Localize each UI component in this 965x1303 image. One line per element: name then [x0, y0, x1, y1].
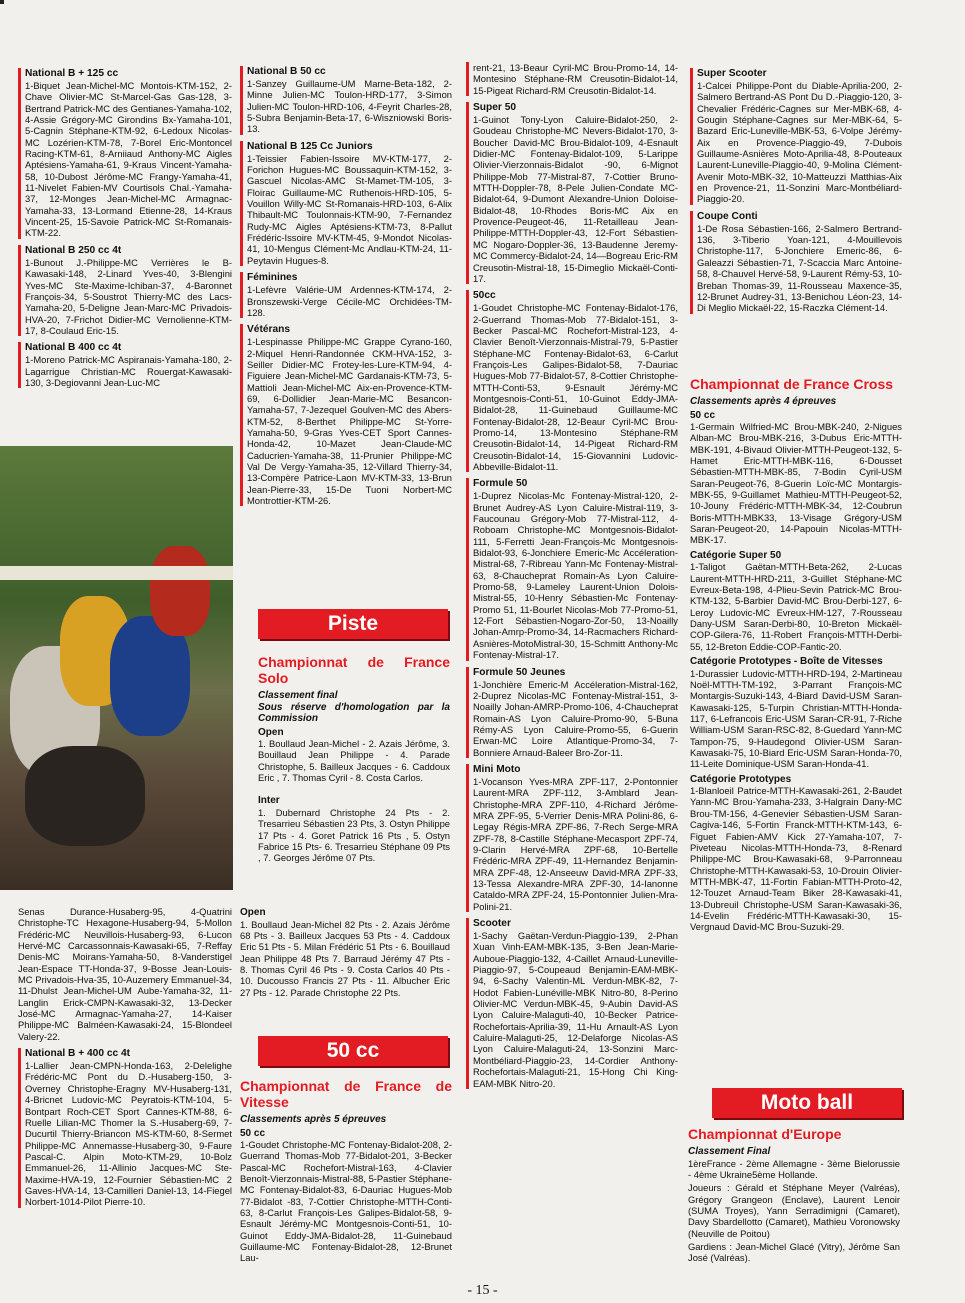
column-2: [240, 62, 452, 602]
column-4: [690, 64, 902, 364]
championnat-vitesse-title: Championnat de France de Vitesse: [240, 1078, 452, 1110]
section-mini-moto: [466, 764, 678, 912]
section-125-juniors: [240, 141, 452, 266]
cross-50-title: 50 cc: [690, 409, 716, 421]
cat-results: 1-Durassier Ludovic-MTTH-HRD-194, 2-Martineau Noël-MTTH-TM-192, 3-Parrant François-MC Montargis-Suzuki-143, 4-Biard David-USM Saran-Kawasaki-125, 5-Turpin Christian-MTTH-Honda-117, 6-Lefrancois Eric-USM Saran-CR-91, 7-Riche William-USM Saran-RSC-82, 8-Guedard Yann-MC Tampon-75, 9-Haudegond Olivier-USM Saran-Kawasaki-75, 10-Biard Eric-USM Saran-Honda-70, 11-Leite Dominique-USM Saran-Honda-41.: [690, 667, 902, 770]
vitesse-50-title: 50 cc: [240, 1127, 266, 1139]
section-formule-50-jeunes: [466, 667, 678, 758]
section-super-50: [466, 102, 678, 284]
section-results: 1-Guinot Tony-Lyon Caluire-Bidalot-250, 2-Goudeau Christophe-MC Nevers-Bidalot-170, 3-Boucher David-MC Brou-Bidalot-109, 4-Esnault Didier-MC Fontenay-Bidalot-109, 5-Larippe Olivier-Vierzonnais-Bidalot -90, 6-Mignot Philippe-Mob 77-Mistral-87, 7-Cottier Bruno-MTTH-Doppler-78, 8-Pele Julien-Condate MC-Bidalot-64, 9-Dumont Alexandre-Union Doloise-Bidalot-48, 10-Rhodes Boris-MC Aix en Provence-Peugeot-46, 11-Retailleau Jean-Philippe-MTTH-Doppler-43, 12-Fort Sébastien-MC Nogaro-Doppler-36, 13-Baudenne Jeremy-MC Commercy-Bidalot-24, 14—Bogreau Eric-RM Creusotin-Mistral-18, 15-Dimeglio Mickaël-Conti-17.: [473, 114, 678, 284]
vitesse-subtitle: Classements après 5 épreuves: [240, 1114, 387, 1125]
section-national-b-plus-400: [18, 1048, 232, 1207]
championnat-europe-title: Championnat d'Europe: [688, 1126, 842, 1142]
section-results: 1-Calcei Philippe-Pont du Diable-Aprilia-200, 2-Salmero Bertrand-AS Pont Du D.-Piaggio-120, 3-Chevalier Frédéric-Cagnes sur Mer-MBK-68, 4-Gougin Stéphane-Cagnes sur Mer-MBK-64, 5-Bazard Eric-Luneville-MBK-53, 6-Volpe Jérémy-Aix en Provence-Piaggio-49, 7-Dubois Guillaume-Asnières Moto-Aprilia-48, 8-Pouteaux Laurent-Luneville-Piaggio-40, 9-Molina Clément-Avenir Moto-MBK-32, 10-Matteuzzi Matthias-Aix en Provence-21, 11-Sonzini Marc-Montbéliard-Piaggio-20.: [697, 80, 902, 205]
section-results: 1-Moreno Patrick-MC Aspiranais-Yamaha-180, 2-Lagarrigue Christian-MC Rouergat-Kawasaki-130, 3-Degiovanni Jean-Luc-MC: [25, 354, 232, 388]
page-number: - 15 -: [467, 1283, 498, 1298]
lead-text: rent-21, 13-Beaur Cyril-MC Brou-Promo-14, 14-Montesino Stéphane-RM Creusotin-Bidalot-14, 15-Pigeat Richard-RM Creusotin-Bidalot-14.: [473, 62, 678, 96]
column-2-open: [240, 905, 450, 1031]
section-national-b-400: [18, 342, 232, 388]
section-results: 1-Jonchière Emeric-M Accéleration-Mistral-162, 2-Duprez Nicolas-MC Fontenay-Mistral-151, 3-Noailly Johan-AMRP-Promo-106, 4-Chaucheprat Romain-AS Lyon Caluire-Promo-90, 5-Buna Rémy-AS Lyon Caluire-Promo-55, 6-Guerin Erwan-MC Loire Atlantique-Promo-34, 7-Bonniere Arnaud-Baleer Bro-Zor-11.: [473, 678, 678, 758]
section-results: 1-Biquet Jean-Michel-MC Montois-KTM-152, 2-Chave Olivier-MC St-Marcel-Gas Gas-128, 3-Bertrand Patrick-MC des Gentianes-Yamaha-102, 4-Assie Grégory-MC Girondins Bx-Yamaha-101, 5-Cagnin Stéphane-KTM-92, 6-Ledoux Nicolas-MC Lozérien-KTM-78, 7-Borel Eric-Montoncel Racing-KTM-61, 8-Arniiaud Anthony-MC Aigles Aptésiens-Yamaha-61, 9-Kraus Vincent-Yamaha-58, 10-Dubost Jérôme-MC Frangy-Yamaha-41, 11-Nivelet Fabien-MV Courtisols Chal.-Yamaha-37, 12-Monges Jean-Michel-MC Armagnac-Yamaha-33, 13-Lormand Etienne-28, 14-Kraus Vincent-25, 15-Savoie Patrick-MC St-Romanais-KTM-22.: [25, 80, 232, 239]
section-title: National B 250 cc 4t: [25, 244, 122, 256]
section-title: Super Scooter: [697, 68, 767, 79]
section-results: 1-Sanzey Guillaume-UM Marne-Beta-182, 2-Minne Julien-MC Toulon-HRD-177, 3-Simon Julien-MC Toulon-HRD-106, 4-Feyrit Charles-28, 5-Subra Benjamin-Beta-17, 6-Wiszniowski Boris-13.: [247, 78, 452, 135]
section-50cc: [466, 290, 678, 472]
column-1: [18, 64, 232, 444]
rider-shape: [25, 746, 145, 846]
vitesse-50-results: 1-Goudet Christophe-MC Fontenay-Bidalot-208, 2-Guerrand Thomas-Mob 77-Bidalot-201, 3-Becker Pascal-MC Rochefort-Mistral-163, 4-Clavier Benoît-Vierzonnais-Mistral-88, 5-Pastier Stéphane-MC Fontenay-Bidalot-83, 6-Dauriac Hugues-Mob 77-Bidalot -83, 7-Cottier Christophe-MTTH-Conti-63, 8-Carlut François-Les Galipes-Bidalot-58, 9-Esnault Jérémy-MC Montgesnois-Conti-51, 10-Guinot Eddy-JMA-Bidalot-28, 11-Guinebaud Guillaume-MC Fontenay-Bidalot-28, 12-Brunet Lau-: [240, 1139, 452, 1264]
section-results: 1-Goudet Christophe-MC Fontenay-Bidalot-176, 2-Guerrand Thomas-Mob 77-Bidalot-151, 3-Becker Pascal-MC Rochefort-Mistral-123, 4-Clavier Benoît-Vierzonnais-Mistral-79, 5-Pastier Stéphane-MC Fontenay-Bidalot-63, 6-Carlut François-Les Galipes-Bidalot-58, 7-Dauriac Hugues-Mob 77-Bidalot-57, 8-Cottier Christophe-MTTH-Conti-53, 9-Esnault Jérémy-MC Montgesnois-Conti-51, 10-Guinot Eddy-JMA-Bidalot-28, 11-Guinebaud Guillaume-MC Fontenay-Bidalot-28, 12-Beaur Cyril-MC Brou-Promo-14, 13-Montesino Stéphane-RM Creusotin-Bidalot-14, 14-Pigeat Richard-RM Creusotin-Bidalot-14, 15-Giovannini Ludovic-Abbeville-Bidalot-11.: [473, 302, 678, 472]
section-national-b-250: [18, 245, 232, 336]
section-title: National B 125 Cc Juniors: [247, 140, 373, 152]
section-title: National B 50 cc: [247, 66, 326, 77]
cat-title: Catégorie Super 50: [690, 549, 782, 561]
europe-joueurs: Joueurs : Gérald et Stéphane Meyer (Valréas), Grégory Grangeon (Enclave), Laurent Lenoir (SUMA Troyes), Yann Serradimigni (Camaret), Davy Sbardellotto (Camaret), Mathieu Voronowsky (Neuville de Poitou): [688, 1182, 900, 1239]
solo-inter-title: Inter: [258, 795, 280, 807]
banner-50cc: 50 cc: [258, 1036, 448, 1066]
cat-title: Catégorie Prototypes - Boîte de Vitesses: [690, 656, 883, 668]
section-super-scooter: [690, 68, 902, 205]
section-title: Super 50: [473, 102, 517, 114]
europe-ranking: 1èreFrance - 2ème Allemagne - 3ème Bielorussie - 4ème Ukraine5ème Hollande.: [688, 1157, 900, 1180]
section-title: Mini Moto: [473, 763, 521, 775]
rider-shape: [150, 546, 210, 636]
section-veterans: [240, 324, 452, 506]
section-results: 1-Teissier Fabien-Issoire MV-KTM-177, 2-Forichon Hugues-MC Boussaquin-KTM-152, 3-Gascuel Nicolas-AMC St-Mamet-TM-105, 3-Floirac Guillaume-MC Ruthenois-HRD-105, 5-Vouillon Willy-MC St-Romanais-HRD-103, 6-Alix Thibault-MC Toulonnais-KTM-90, 7-Fernandez Rudy-MC Aigles Aptésiens-KTM-73, 8-Pallut Frédéric-Issoire MV-KTM-45, 9-Mondot Nicolas-41, 10-Mengus Clément-Mc Andlau-KTM-24, 11-Peytavin Hugues-8.: [247, 152, 452, 266]
motocross-photo: [0, 446, 233, 890]
column-4-motoball: [688, 1124, 900, 1282]
section-title: Coupe Conti: [697, 210, 758, 222]
column-2-piste: [258, 648, 450, 948]
section-results: 1-Vocanson Yves-MRA ZPF-117, 2-Pontonnier Laurent-MRA ZPF-112, 3-Amblard Jean-Christophe-MRA ZPF-110, 4-Richard Jérôme-MRA ZPF-95, 5-Verrier Denis-MRA Polini-86, 6-Legay Régis-MRA ZPF-86, 7-Rech Serge-MRA ZPF-78, 8-Castille Stéphane-Mecasport ZPF-74, 9-Clarin Hervé-MRA ZPF-68, 10-Bertelle Frédéric-MRA ZPF-49, 11-Hernandez Benjamin-MRA ZPF-48, 12-Anseeuw David-MRA ZPF-33, 13-Tessa Alexandre-MRA ZPF-30, 14-Ianonne Cataldo-MRA ZPF-24, 15-Pontonnier Julien-Mra-Polini-21.: [473, 775, 678, 912]
open-title: Open: [240, 907, 266, 918]
section-title: National B + 125 cc: [25, 68, 119, 79]
section-title: 50cc: [473, 290, 496, 302]
section-title: Formule 50: [473, 478, 528, 490]
section-title: Vétérans: [247, 324, 291, 336]
section-results: 1-Sachy Gaëtan-Verdun-Piaggio-139, 2-Phan Xuan Vinh-EAM-MBK-135, 3-Ben Jean-Marie-Auboue-Piaggio-132, 4-Caillet Arnaud-Luneville-Piaggio-97, 5-Coupeaud Benjamin-EAM-MBK-94, 6-Sachy Valentin-ML Verdun-MBK-82, 7-Hodot Fabien-Lunéville-MBK Nitro-80, 8-Perino Olivier-MC Verdun-MBK-45, 9-Aubin David-AS Lyon Caluire-Malaguti-40, 10-Becker Patrice-Rochefortais-Aprilia-39, 11-Hu Arnault-AS Lyon Caluire-Malaguti-25, 12-Delaforge Nicolas-AS Lyon Caluire-Malaguti-24, 13-Sonzini Marc-Montbéliard-Piaggio-23, 14-Cordier Anthony-Rochefortais-Malaguti-21, 15-Hong Chi King-EAM-MBK Nitro-20.: [473, 930, 678, 1089]
section-national-b-50: [240, 66, 452, 135]
cat-results: 1-Taligot Gaëtan-MTTH-Beta-262, 2-Lucas Laurent-MTTH-HRD-211, 3-Guillet Stéphane-MC Evreux-Beta-198, 4-Plieu-Sevin Patrick-MC Brou-KTM-132, 5-Barbier David-MC Brou-Derbi-127, 6-Leroy Ludovic-MC Evreux-HM-127, 7-Rousseau Dany-USM Saran-Derbi-80, 10-Breton Mickaël-COP-Gilera-76, 11-Robert François-MTTH-Derbi-55, 12-Breton Eddie-COP-Fantic-20.: [690, 561, 902, 652]
solo-subtitle-2: Sous réserve d'homologation par la Commission: [258, 701, 450, 724]
section-results: 1-De Rosa Sébastien-166, 2-Salmero Bertrand-136, 3-Tiberio Yoan-121, 4-Mouillevois Christophe-117, 5-Jonchiere Emeric-86, 6-Galeazzi Sébastien-71, 7-Scaccia Marc Antoine-58, 8-Chauvel Hervé-58, 9-Laurent Rémy-53, 10-Breban Thomas-39, 11-Rousseau Maxence-35, 12-Brunet Audrey-31, 13-Benichou Léon-23, 14-Di Meglio Mickaël-22, 15-Raczka Clément-14.: [697, 222, 902, 314]
section-results: 1-Lespinasse Philippe-MC Grappe Cyrano-160, 2-Miquel Henri-Randonnée CKM-HVA-152, 3-Seiller Didier-MC Frotey-les-Lure-KTM-94, 4-Figuiere Jean-Michel-MC Gardanais-KTM-73, 5-Mattioli Jean-Michel-MC Aix-en-Provence-KTM-69, 6-Dollidier Jean-Marie-MC Besancon-Yamaha-57, 7-Jezequel Goulven-MC des Abers-KTM-52, 8-Berthet Philippe-MC St-Yorre-Yamaha-50, 9-Gras Yves-CET Sport Cannes-Honda-42, 10-Mazet Jean-Claude-MC Caducrien-Yamaha-38, 11-Prunier Philippe-MC Val De Vergy-Yamaha-35, 12-Villard Thierry-34, 13-Compère Patrice-Laon MV-KTM-33, 13-Brun Jean-Pierre-33, 15-De Tuoni Norbert-MC Montrottier-KTM-26.: [247, 336, 452, 506]
banner-piste: Piste: [258, 609, 448, 639]
solo-open-results: 1. Boullaud Jean-Michel - 2. Azais Jérôme, 3. Bouillaud Jean Philippe - 4. Parade Christophe, 5. Bailleux Jacques - 6. Caddoux Eric , 7. Thomas Cyril - 8. Costa Carlos.: [258, 738, 450, 784]
championnat-cross-title: Championnat de France Cross: [690, 376, 894, 392]
column-1-lower: [18, 906, 232, 1282]
section-results: 1-Duprez Nicolas-Mc Fontenay-Mistral-120, 2-Brunet Audrey-AS Lyon Caluire-Mistral-119, 3-Faucounau Grégory-Mob 77-Mistral-112, 4-Roboam Christophe-MC Montgesnois-Bidalot-111, 5-Ferretti Jean-François-Mc Montgesnois-Bidalot-93, 6-Jonchiere Emeric-Mc Accéleration-Mistral-68, 7-Ribreau Yann-Mc Fontenay-Mistral-63, 8-Chaucheprat Romain-As Lyon Caluire-Promo-58, 9-Lameley Laurent-Union Dolois-Mistral-55, 10-Henry Sébastien-Mc Fontenay-Promo 51, 11-Bourlet Nicolas-Mob 77-Promo-51, 12-Fort Sébastien-Nogaro-Zor-50, 13-Noailly Johan-Amrp-Promo-34, 14-Racmachers Richard-Asnières-MotoMistral-30, 15-Schmitt Anthony-Mc Fontenay-Mistral-17.: [473, 490, 678, 661]
section-results: 1-Lefèvre Valérie-UM Ardennes-KTM-174, 2-Bronszewski-Verge Cécile-MC Orchidées-TM-128.: [247, 284, 452, 318]
cross-subtitle: Classements après 4 épreuves: [690, 396, 837, 407]
europe-gardiens: Gardiens : Jean-Michel Glacé (Vitry), Jérôme San José (Valréas).: [688, 1240, 900, 1264]
fence-shape: [0, 566, 233, 580]
section-lead: [466, 62, 678, 96]
section-title: National B 400 cc 4t: [25, 342, 122, 354]
open-results: 1. Boullaud Jean-Michel 82 Pts - 2. Azais Jérôme 68 Pts - 3. Bailleux Jacques 53 Pts - 4. Caddoux Eric 51 Pts - 5. Milan Frédéric 51 Pts - 6. Bouillaud Jean Philippe 48 Pts 7. Barraud Jérémy 47 Pts - 8. Thomas Cyril 46 Pts - 9. Costa Carlos 40 Pts - 10. Ducousso Francis 27 Pts - 11. Albucher Eric 27 Pts - 12. Parade Christophe 22 Pts.: [240, 918, 450, 998]
banner-motoball: Moto ball: [712, 1088, 902, 1118]
section-results: 1-Bunout J.-Philippe-MC Verrières le B-Kawasaki-148, 2-Linard Yves-40, 3-Blengini Yves-MC Ste-Maxime-Ichiban-37, 4-Baronnet François-34, 5-Soustrot Thierry-MC des Lacs-Yamaha-20, 5-Deligne Jean-Marc-MC Privadois-HVA-20, 7-Frichot Didier-MC Vernolienne-KTM-17, 8-Coulaud Eric-15.: [25, 256, 232, 336]
section-feminines: [240, 272, 452, 318]
section-scooter: [466, 918, 678, 1089]
section-formule-50: [466, 478, 678, 660]
column-3: [466, 62, 678, 1282]
section-title: Féminines: [247, 272, 298, 284]
section-title: Formule 50 Jeunes: [473, 666, 566, 678]
championnat-solo-title: Championnat de France Solo: [258, 654, 450, 686]
section-title: National B + 400 cc 4t: [25, 1048, 131, 1060]
cat-title: Catégorie Prototypes: [690, 773, 792, 785]
column-4-cross: [690, 370, 902, 1082]
section-results: 1-Lallier Jean-CMPN-Honda-163, 2-Delelighe Frédéric-MC Pont du D.-Husaberg-150, 3-Overney Christophe-Eragny MV-Husaberg-131, 4-Bricnet Ludovic-MC Peyratois-KTM-104, 5-Bontpart Roch-CET Sport Cannes-KTM-88, 6-Ruelle Lilian-MC Thomer la S.-Husaberg-69, 7-Ducurtil Thierry-Briancon MS-KTM-60, 8-Sermet Philippe-MC Annemasse-Husaberg-30, 9-Faure Pascal-C. Alpin Moto-KTM-29, 10-Bolz Emmanuel-26, 11-Allinio Jacques-MC Ste-Maxime-HVA-19, 12-Fournier Sébastien-MC 2 Gaves-HVA-14, 13-Camilleri Daniel-13, 14-Fiegel Norbert-1014-Pilot Pierre-10.: [25, 1060, 232, 1208]
section-national-b-125: [18, 68, 232, 239]
section-title: Scooter: [473, 918, 511, 930]
crop-mark: [0, 0, 4, 4]
europe-subtitle: Classement Final: [688, 1146, 771, 1157]
solo-subtitle: Classement final: [258, 690, 338, 701]
section-coupe-conti: [690, 211, 902, 314]
continuation-text: Senas Durance-Husaberg-95, 4-Quatrini Christophe-TC Hexagone-Husaberg-94, 5-Mollon Frédéric-MC Neuvillois-Husaberg-93, 6-Lucon Hervé-MC Carcassonnais-Kawasaki-65, 7-Reffay Denis-MC Moirans-Yamaha-50, 8-Vanderstigel Jean-Espace TT-Honda-37, 9-Bosse Jean-Louis-MC Privadois-Hva-35, 10-Auzemery Emmanuel-34, 11-Dhulst Jean-Michel-UM Aube-Yamaha-32, 11-Langlin Erick-CMPN-Kawasaki-32, 13-Decker José-MC Armagnac-Yamaha-27, 14-Kaiser Philippe-MC Balméen-Kawasaki-24, 15-Blondeel Valery-22.: [18, 906, 232, 1042]
column-2-vitesse: [240, 1072, 452, 1282]
solo-inter-results: 1. Dubernard Christophe 24 Pts - 2. Tresarrieu Sébastien 23 Pts, 3. Ostyn Philippe 17 Pts - 4. Goret Patrick 16 Pts , 5. Ostyn Fabrice 15 Pts- 6. Tresarrieu Stéphane 09 Pts , 7. Georges Jérôme 07 Pts.: [258, 806, 450, 864]
solo-open-title: Open: [258, 726, 284, 738]
cross-50-results: 1-Germain Wilfried-MC Brou-MBK-240, 2-Nigues Alban-MC Brou-MBK-216, 3-Dubus Eric-MTTH-MBK-191, 4-Bivaud Olivier-MTTH-Peugeot-132, 5-Hamet Eric-MTTH-MBK-116, 6-Dousset Sébastien-MTTH-MBK-85, 7-Bodin Cyril-USM Saran-Peugeot-76, 8-Guerin Loïc-MC Montargis-MBK-55, 9-Guillamet Mathieu-MTTH-Peugeot-52, 10-Jouny Frédéric-MTTH-MBK-34, 12-Coubrun Boris-MTTH-MBK33, 13-Visage Grégory-USM Saran-Peugeot-20, 14-Papouin Nicolas-MTTH-MBK-17.: [690, 421, 902, 546]
cat-results: 1-Blanloeil Patrice-MTTH-Kawasaki-261, 2-Baudet Yann-MC Brou-Yamaha-233, 3-Halgrain Dany-MC Brou-TM-156, 4-Genevier Sébastien-USM Saran-Cagiva-146, 5-Fortin Franck-MTTH-KTM-143, 6-Figuet Fabien-AMV Kick 27-Yamaha-107, 7-Piveteau Nicolas-MTTH-Honda-73, 8-Renard Philippe-MC Brou-Kawasaki-68, 9-Parronneau Christophe-MTTH-Kawasaki-53, 10-Drouin Olivier-MTTH-MBK-47, 11-Fortin Fabian-MTTH-Proto-42, 12-Touzet Arnaud-Team Biker 28-Kawasaki-41, 13-Dubreuil Christophe-USM Saran-Kawasaki-36, 14-Evelin Frédéric-MTTH-Kawasaki-30, 15-Vergnaud David-MC Brou-Suzuki-29.: [690, 785, 902, 933]
